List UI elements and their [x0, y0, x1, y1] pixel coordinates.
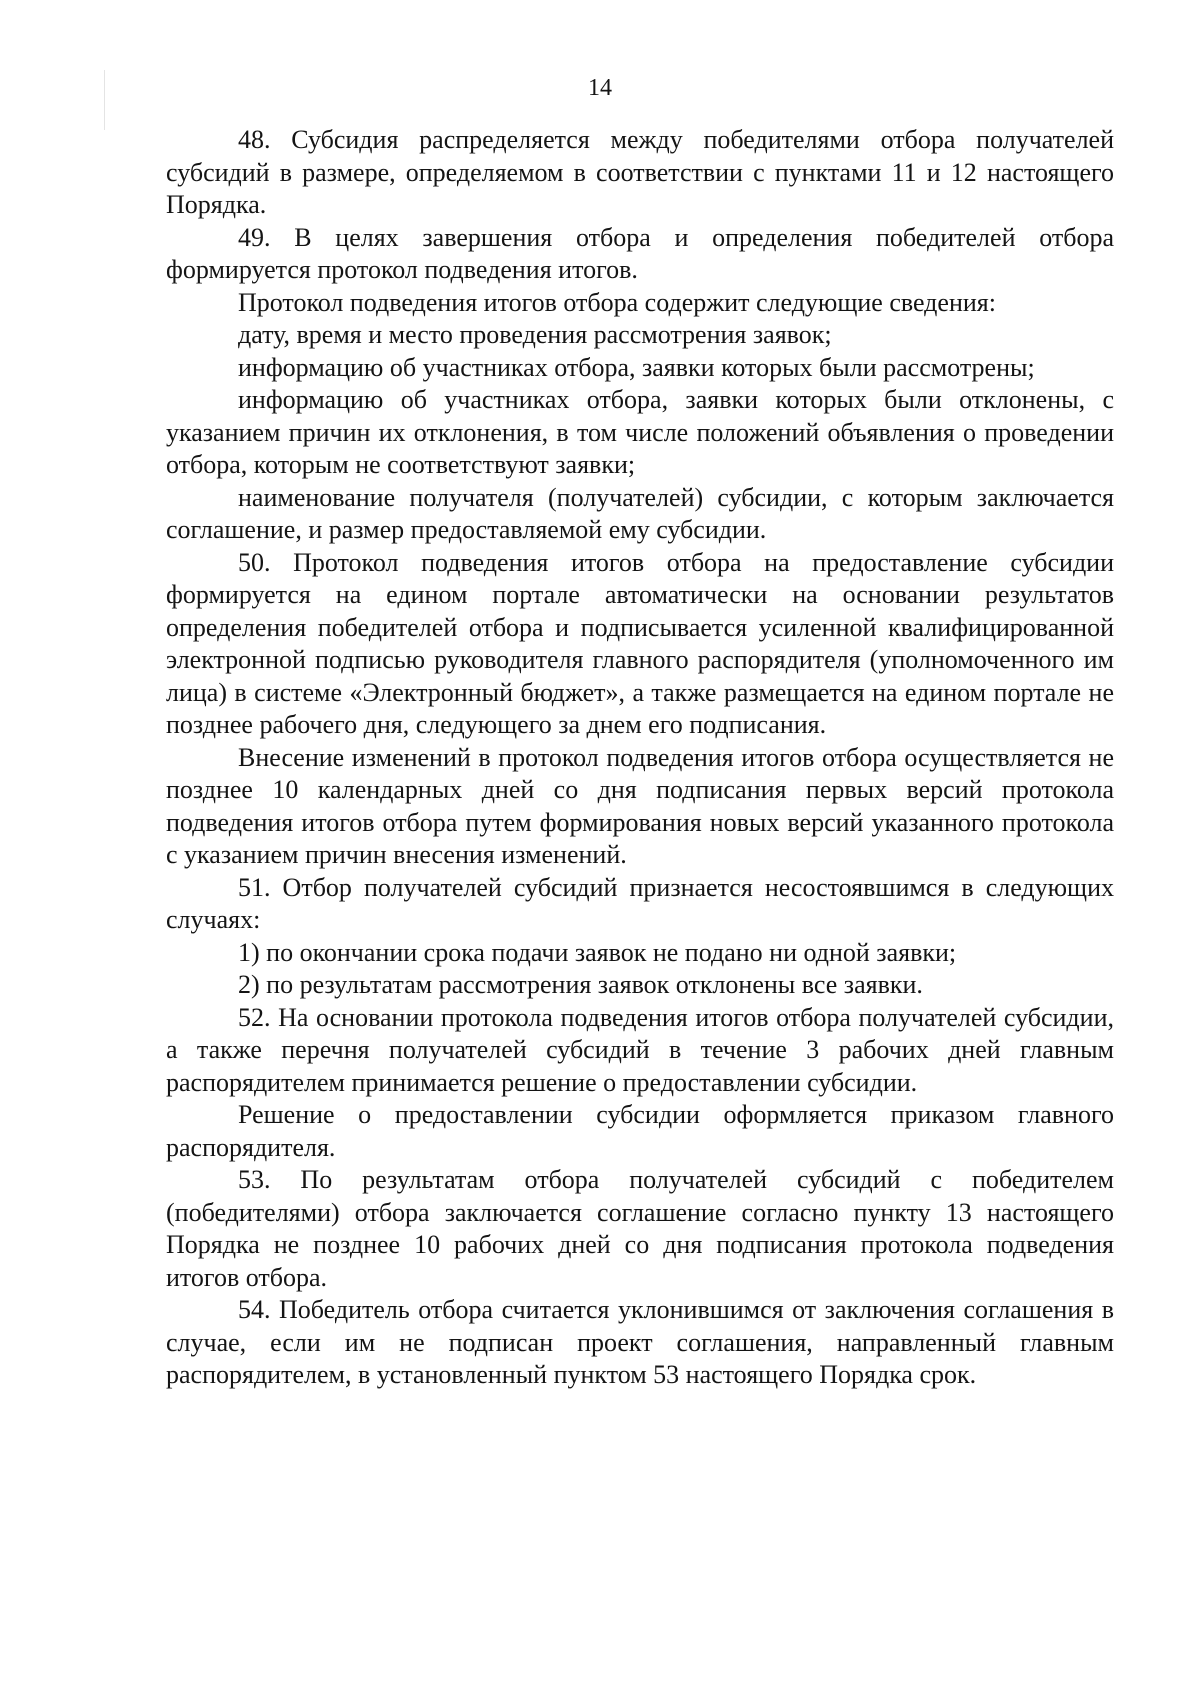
paragraph-50: 50. Протокол подведения итогов отбора на предоставление субсидии формируется на едином портале автоматически на основании результатов определения победителей отбора и подписывается усиленной квалифицированной электронной подписью руководителя главного распорядителя (уполномоченного им лица) в системе «Электронный бюджет», а также размещается на едином портале не позднее рабочего дня, следующего за днем его подписания.: [166, 547, 1114, 739]
paragraph-52: 52. На основании протокола подведения итогов отбора получателей субсидии, а также перечня получателей субсидий в течение 3 рабочих дней главным распорядителем принимается решение о предоставлении субсидии.: [166, 1002, 1114, 1097]
protocol-contents-intro: Протокол подведения итогов отбора содержит следующие сведения:: [238, 287, 996, 317]
paragraph-54: 54. Победитель отбора считается уклонившимся от заключения соглашения в случае, если им не подписан проект соглашения, направленный главным распорядителем, в установленный пунктом 53 настоящего Порядка срок.: [166, 1295, 1114, 1389]
protocol-item-date-time-place: дату, время и место проведения рассмотрения заявок;: [238, 320, 832, 349]
page-number: 14: [588, 75, 612, 101]
paragraph-48: 48. Субсидия распределяется между победителями отбора получателей субсидий в размере, определяемом в соответствии с пунктами 11 и 12 настоящего Порядка.: [166, 125, 1114, 219]
protocol-item-reviewed-participants: информацию об участниках отбора, заявки которых были рассмотрены;: [238, 352, 1035, 382]
protocol-item-recipient-name: наименование получателя (получателей) субсидии, с которым заключается соглашение, и размер предоставляемой ему субсидии.: [166, 482, 1114, 544]
failure-case-2: 2) по результатам рассмотрения заявок отклонены все заявки.: [238, 970, 923, 999]
paragraph-51: 51. Отбор получателей субсидий признается несостоявшимся в следующих случаях:: [166, 872, 1114, 934]
paragraph-49: 49. В целях завершения отбора и определения победителей отбора формируется протокол подведения итогов.: [166, 222, 1114, 284]
failure-case-1: 1) по окончании срока подачи заявок не подано ни одной заявки;: [238, 937, 957, 967]
document-body: [166, 124, 1114, 1392]
protocol-amendments: Внесение изменений в протокол подведения итогов отбора осуществляется не позднее 10 календарных дней со дня подписания первых версий протокола подведения итогов отбора путем формирования новых версий указанного протокола с указанием причин внесения изменений.: [166, 742, 1114, 869]
paragraph-53: 53. По результатам отбора получателей субсидий с победителем (победителями) отбора заключается соглашение согласно пункту 13 настоящего Порядка не позднее 10 рабочих дней со дня подписания протокола подведения итогов отбора.: [166, 1165, 1114, 1292]
protocol-item-rejected-participants: информацию об участниках отбора, заявки которых были отклонены, с указанием причин их отклонения, в том числе положений объявления о проведении отбора, которым не соответствуют заявки;: [166, 385, 1114, 479]
decision-order: Решение о предоставлении субсидии оформляется приказом главного распорядителя.: [166, 1100, 1114, 1162]
